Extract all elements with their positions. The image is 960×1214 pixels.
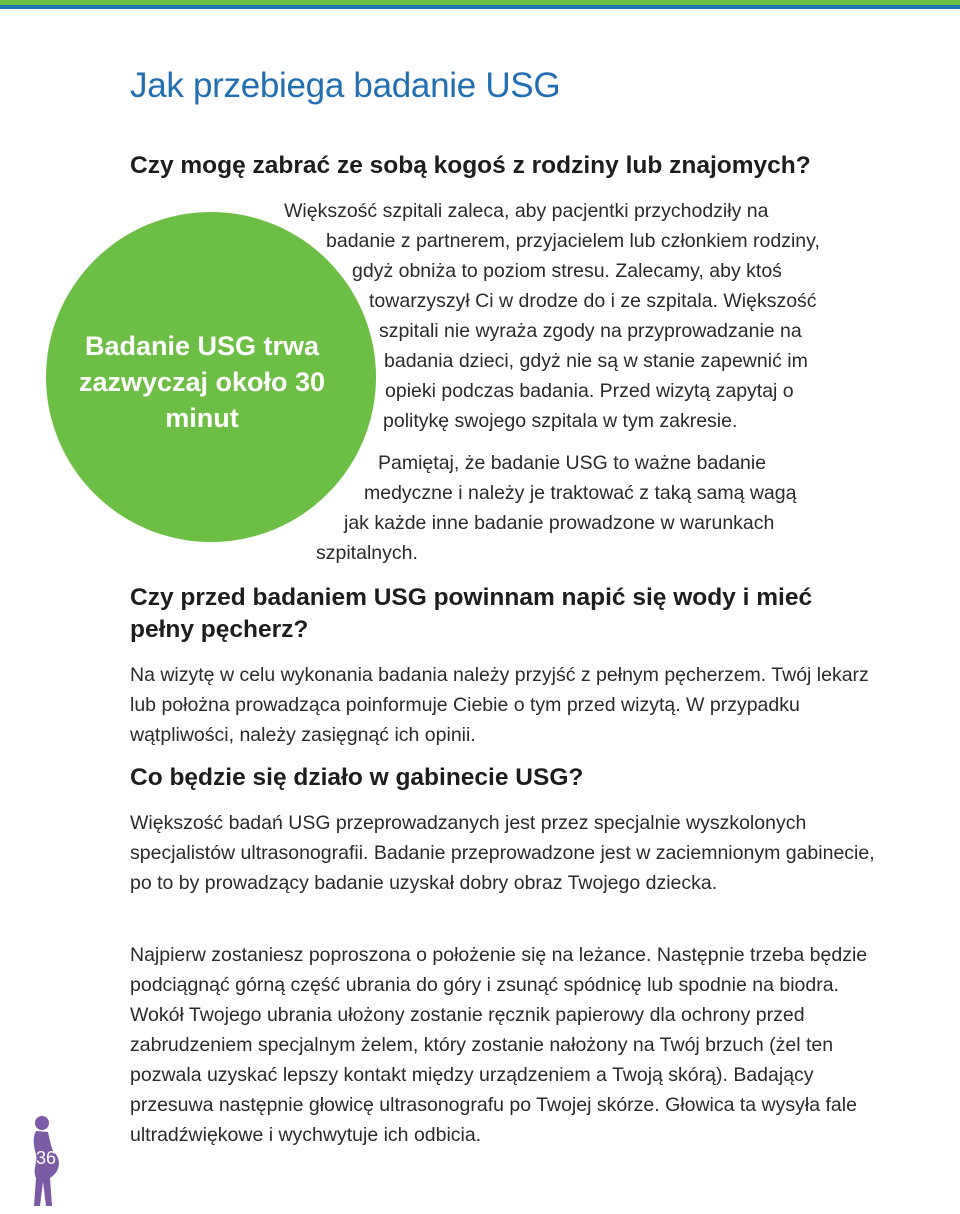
paragraph-usg-room-2: Najpierw zostaniesz poproszona o położenie się na leżance. Następnie trzeba będzie podciągnąć górną część ubrania do góry i zsunąć spódnicę lub spodnie na biodra. Wokół Twojego ubrania ułożony zostanie ręcznik papierowy dla ochrony przed zabrudzeniem specjalnym żelem, który zostanie nałożony na Twój brzuch (żel ten pozwala uzyskać lepszy kontakt między urządzeniem a Twoją skórą). Badający przesuwa następnie głowicę ultrasonografu po Twojej skórze. Głowica ta wysyła fale ultradźwiękowe i wychwytuje ich odbicia.	[130, 944, 868, 1146]
callout-text: Badanie USG trwa zazwyczaj około 30 minut	[78, 331, 326, 433]
text-line: towarzyszył Ci w drodze do i ze szpitala. Większość	[369, 290, 817, 312]
text-line: opieki podczas badania. Przed wizytą zapytaj o	[385, 380, 794, 402]
text-line: Większość szpitali zaleca, aby pacjentki przychodziły na	[284, 200, 769, 222]
page-number: 36	[35, 1148, 57, 1168]
text-line: medyczne i należy je traktować z taką samą wagą	[364, 482, 797, 504]
text-line: badania dzieci, gdyż nie są w stanie zapewnić im	[384, 350, 808, 372]
section-heading-bladder: Czy przed badaniem USG powinnam napić się wody i mieć pełny pęcherz?	[130, 584, 813, 643]
text-line: Pamiętaj, że badanie USG to ważne badanie	[378, 452, 767, 474]
paragraph-usg-room-1: Większość badań USG przeprowadzanych jest przez specjalnie wyszkolonych specjalistów ultrasonografii. Badanie przeprowadzone jest w zaciemnionym gabinecie, po to by prowadzący badanie uzyskał dobry obraz Twojego dziecka.	[130, 812, 875, 894]
paragraph-bladder: Na wizytę w celu wykonania badania należy przyjść z pełnym pęcherzem. Twój lekarz lub położna prowadząca poinformuje Ciebie o tym przed wizytą. W przypadku wątpliwości, należy zasięgnąć ich opinii.	[130, 664, 869, 746]
text-line: gdyż obniża to poziom stresu. Zalecamy, aby ktoś	[352, 260, 782, 282]
text-line: badanie z partnerem, przyjacielem lub członkiem rodziny,	[326, 230, 820, 252]
top-blue-stripe	[0, 5, 960, 9]
text-line: jak każde inne badanie prowadzone w warunkach	[344, 512, 775, 534]
section-heading-usg-room: Co będzie się działo w gabinecie USG?	[130, 764, 584, 791]
page-title: Jak przebiega badanie USG	[130, 66, 561, 105]
text-line: szpitali nie wyraża zgody na przyprowadzanie na	[379, 320, 802, 342]
text-line: politykę swojego szpitala w tym zakresie.	[383, 410, 738, 432]
text-line: szpitalnych.	[316, 542, 418, 564]
section-heading-companion: Czy mogę zabrać ze sobą kogoś z rodziny lub znajomych?	[130, 152, 811, 179]
